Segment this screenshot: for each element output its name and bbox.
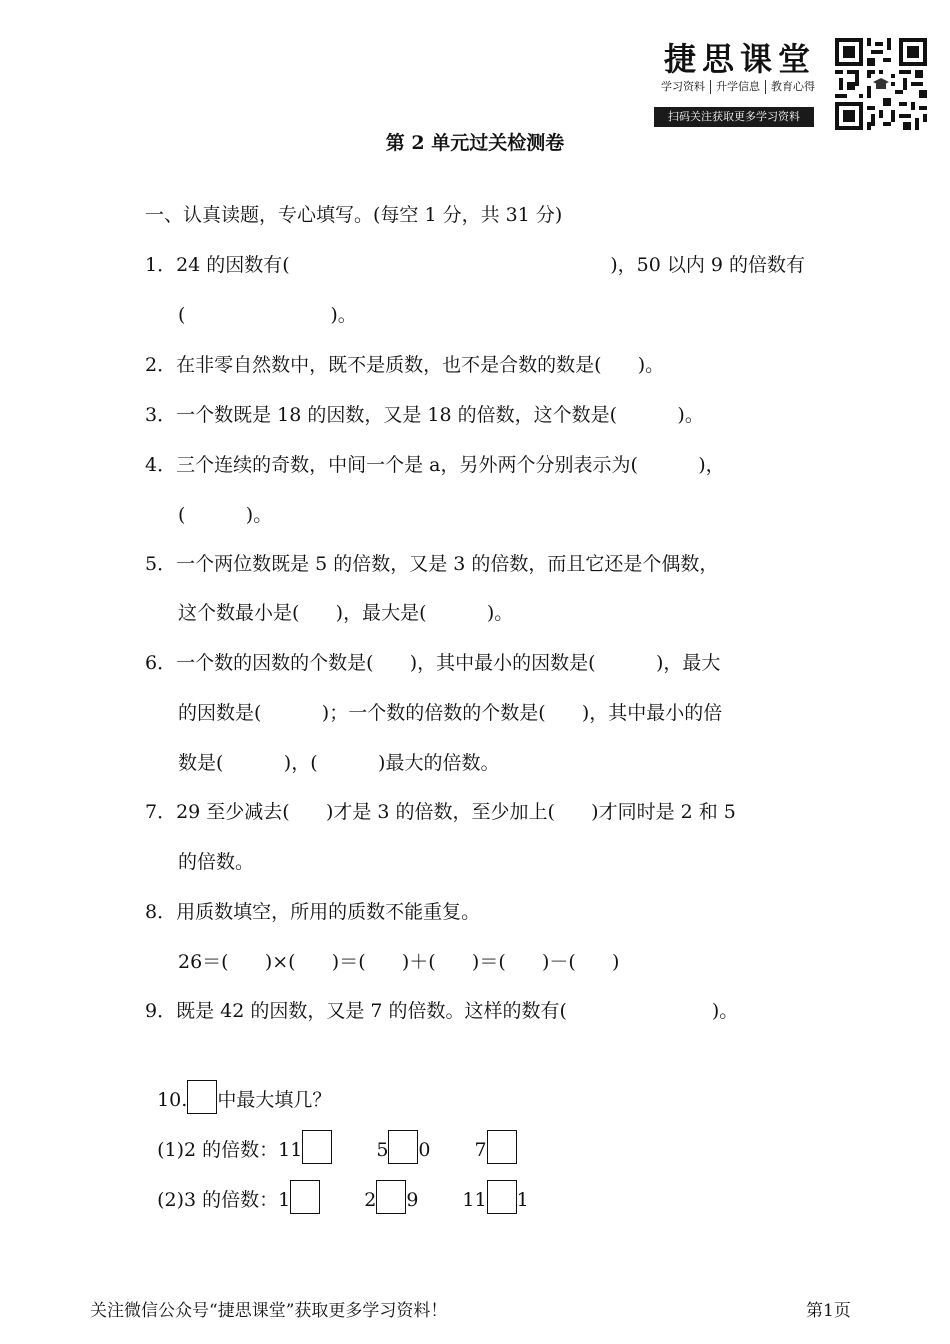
question-1-line-1 xyxy=(145,252,805,278)
question-10-1-label: (1)2 的倍数： xyxy=(157,1139,279,1161)
question-6-line-1: 6．一个数的因数的个数是( )，其中最小的因数是( )，最大 xyxy=(145,652,721,674)
section-heading: 一、认真读题，专心填写。(每空 1 分，共 31 分) xyxy=(145,204,563,226)
question-2: 2．在非零自然数中，既不是质数，也不是合数的数是( )。 xyxy=(145,354,665,376)
brand-tag: 升学信息 xyxy=(711,80,766,94)
digits: 2 xyxy=(364,1189,377,1211)
question-5-line-1: 5．一个两位数既是 5 的倍数，又是 3 的倍数，而且它还是个偶数， xyxy=(145,553,719,575)
qr-code-icon xyxy=(835,38,927,130)
answer-box[interactable] xyxy=(376,1180,406,1214)
brand-name: 捷思课堂 xyxy=(664,40,817,78)
brand-tag: 学习资料 xyxy=(656,80,711,94)
digits: 1 xyxy=(516,1189,529,1211)
question-6-line-2: 的因数是( )；一个数的倍数的个数是( )，其中最小的倍 xyxy=(178,702,723,724)
question-10-prefix: 10. xyxy=(157,1089,188,1111)
question-1-part-b: )，50 以内 9 的倍数有 xyxy=(610,254,805,276)
digits: 5 xyxy=(376,1139,389,1161)
digits: 11 xyxy=(462,1189,487,1211)
question-7-line-1: 7．29 至少减去( )才是 3 的倍数，至少加上( )才同时是 2 和 5 xyxy=(145,801,736,823)
digits: 0 xyxy=(418,1139,431,1161)
footer-note: 关注微信公众号“捷思课堂”获取更多学习资料！ xyxy=(90,1301,448,1321)
question-6-line-3: 数是( )，( )最大的倍数。 xyxy=(178,752,500,774)
question-4-line-1: 4．三个连续的奇数，中间一个是 a，另外两个分别表示为( )， xyxy=(145,454,725,476)
page-title: 第 2 单元过关检测卷 xyxy=(385,132,565,154)
question-10-2 xyxy=(145,1154,529,1214)
question-9: 9．既是 42 的因数，又是 7 的倍数。这样的数有( )。 xyxy=(145,1000,739,1022)
brand-tag: 教育心得 xyxy=(771,80,815,93)
question-5-line-2: 这个数最小是( )，最大是( )。 xyxy=(178,602,514,624)
answer-box[interactable] xyxy=(290,1180,320,1214)
digits: 7 xyxy=(474,1139,487,1161)
question-10-2-label: (2)3 的倍数： xyxy=(157,1189,279,1211)
digits: 11 xyxy=(278,1139,303,1161)
question-1-part-a: 1．24 的因数有( xyxy=(145,254,290,276)
question-8-line-1: 8．用质数填空，所用的质数不能重复。 xyxy=(145,901,481,923)
question-8-line-2: 26＝( )×( )＝( )＋( )＝( )－( ) xyxy=(178,951,620,973)
question-1-line-2: ( )。 xyxy=(178,304,357,326)
question-7-line-2: 的倍数。 xyxy=(178,851,255,873)
digits: 1 xyxy=(278,1189,291,1211)
brand-banner: 扫码关注获取更多学习资料 xyxy=(654,107,814,127)
question-4-line-2: ( )。 xyxy=(178,504,273,526)
brand-tags xyxy=(656,80,820,94)
question-10-suffix: 中最大填几？ xyxy=(217,1089,332,1111)
answer-box[interactable] xyxy=(487,1180,517,1214)
question-3: 3．一个数既是 18 的因数，又是 18 的倍数，这个数是( )。 xyxy=(145,404,704,426)
page-number: 第1页 xyxy=(806,1301,851,1321)
digits: 9 xyxy=(406,1189,419,1211)
